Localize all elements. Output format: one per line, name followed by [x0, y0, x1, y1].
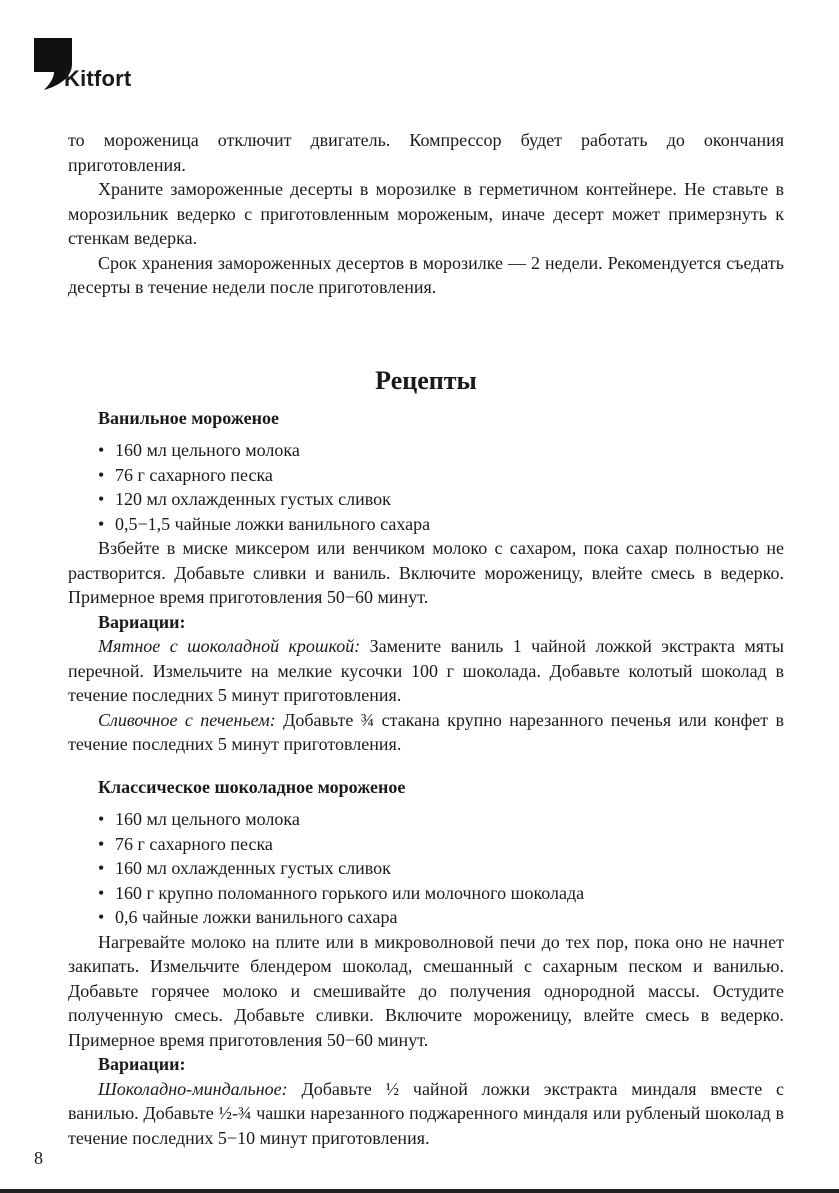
list-item: • 120 мл охлажденных густых сливок [98, 489, 391, 509]
variation-paragraph [68, 634, 784, 708]
variation-text: Замените ваниль 1 чайной ложкой экстракта мяты перечной. Измельчите на мелкие кусочки 100 г шоколада. Добавьте колотый шоколад в течение последних 5 минут приготовления. [68, 636, 785, 705]
bottom-divider [0, 1189, 839, 1193]
list-item: • 0,5−1,5 чайные ложки ванильного сахара [98, 513, 431, 534]
variation-paragraph [68, 1077, 784, 1151]
section-title: Рецепты [375, 365, 477, 395]
brand-name: Kitfort [64, 66, 132, 91]
recipe-method: Нагревайте молоко на плите или в микроволновой печи до тех пор, пока оно не начнет закипать. Измельчите блендером шоколад, смешанный с сахарным песком и ванилью. Добавьте горячее молоко и смешивайте до получения однородной массы. Остудите полученную смесь. Добавьте сливки. Включите мороженицу, влейте смесь в ведерко. Примерное время приготовления 50−60 минут. [68, 931, 784, 1050]
recipe-method: Взбейте в миске миксером или венчиком молоко с сахаром, пока сахар полностью не растворится. Добавьте сливки и ваниль. Включите мороженицу, влейте смесь в ведерко. Примерное время приготовления 50−60 минут. [68, 538, 784, 607]
variation-name: Шоколадно-миндальное: [98, 1078, 288, 1099]
variations-heading: Вариации: [98, 611, 186, 632]
variations-heading: Вариации: [98, 1054, 186, 1074]
intro-paragraph-1: то мороженица отключит двигатель. Компрессор будет работать до окончания приготовления. [68, 130, 784, 175]
page-number: 8 [34, 1148, 43, 1168]
variation-paragraph [68, 708, 784, 757]
list-item: • 76 г сахарного песка [98, 833, 273, 854]
ingredient-list [68, 438, 784, 536]
intro-paragraph-2: Храните замороженные десерты в морозилке в герметичном контейнере. Не ставьте в морозильник ведерко с приготовленным мороженым, иначе десерт может примерзнуть к стенкам ведерка. [68, 179, 784, 248]
recipe-title: Ванильное мороженое [98, 407, 279, 428]
brand-logo [34, 38, 154, 94]
list-item: • 160 г крупно поломанного горького или молочного шоколада [98, 882, 585, 903]
variation-text: Добавьте ¾ стакана крупно нарезанного печенья или конфет в течение последних 5 минут приготовления. [68, 709, 784, 754]
list-item: • 160 мл цельного молока [98, 809, 300, 829]
variation-name: Сливочное с печеньем: [98, 709, 276, 730]
intro-paragraph-3: Срок хранения замороженных десертов в морозилке — 2 недели. Рекомендуется съедать десерты в течение недели после приготовления. [68, 252, 784, 297]
list-item: • 0,6 чайные ложки ванильного сахара [98, 907, 398, 927]
list-item: • 160 мл охлажденных густых сливок [98, 858, 391, 878]
page-content [68, 128, 784, 1150]
list-item: • 76 г сахарного песка [98, 464, 273, 485]
recipe-title: Классическое шоколадное мороженое [98, 776, 406, 797]
ingredient-list [68, 807, 784, 930]
variation-name: Мятное с шоколадной крошкой: [98, 636, 361, 656]
list-item: • 160 мл цельного молока [98, 440, 300, 460]
variation-text: Добавьте ½ чайной ложки экстракта миндаля вместе с ванилью. Добавьте ½-¾ чашки нарезанного поджаренного миндаля или рубленый шоколад в течение последних 5−10 минут приготовления. [68, 1078, 784, 1148]
